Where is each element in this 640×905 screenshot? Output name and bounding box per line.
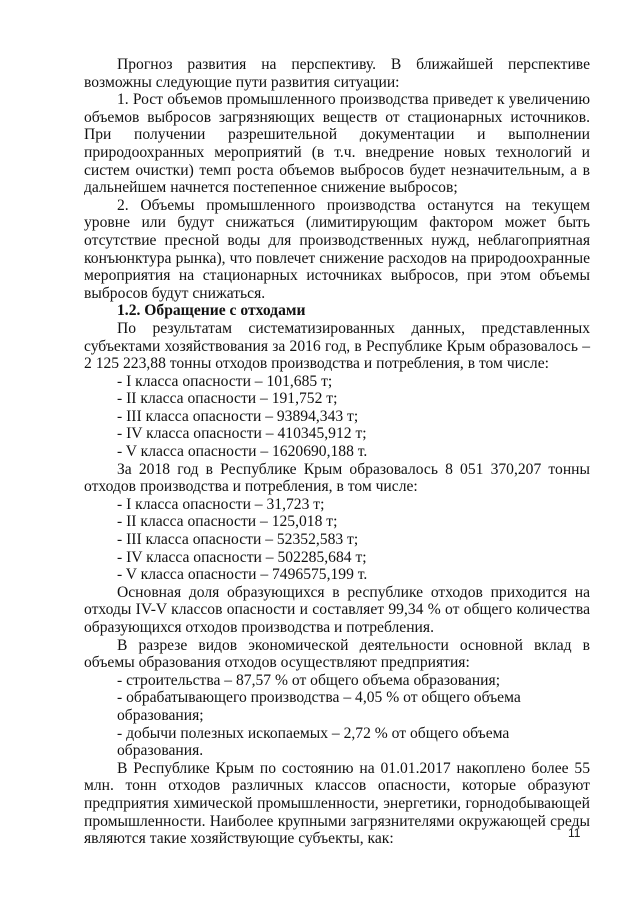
page-content xyxy=(84,56,590,848)
forecast-intro-paragraph: Прогноз развития на перспективу. В ближайшей перспективе возможны следующие пути развития ситуации: xyxy=(84,56,590,91)
waste-2018-class-3-item: - III класса опасности – 52352,583 т; xyxy=(117,531,359,549)
waste-2016-class-5-item: - V класса опасности – 1620690,188 т. xyxy=(117,443,368,461)
page-number: 11 xyxy=(568,826,581,840)
waste-2018-class-4-item: - IV класса опасности – 502285,684 т; xyxy=(117,548,367,566)
activity-manufacturing-item: - обрабатывающего производства – 4,05 % от общего объема образования; xyxy=(117,689,521,724)
waste-2016-class-2-item: - II класса опасности – 191,752 т; xyxy=(117,390,338,408)
waste-2018-intro-paragraph: За 2018 год в Республике Крым образовалось 8 051 370,207 тонны отходов производства и потребления, в том числе: xyxy=(84,460,590,496)
waste-2016-class-4-item: - IV класса опасности – 410345,912 т; xyxy=(117,425,367,443)
activity-construction-item: - строительства – 87,57 % от общего объема образования; xyxy=(117,671,501,689)
waste-2018-class-1-item: - I класса опасности – 31,723 т; xyxy=(117,495,325,513)
waste-share-paragraph: Основная доля образующихся в республике отходов приходится на отходы IV-V классов опасности и составляет 99,34 % от общего количества образующихся отходов производства и потребления. xyxy=(84,583,590,636)
waste-2016-class-1-item: - I класса опасности – 101,685 т; xyxy=(117,372,333,390)
waste-2018-class-5-item: - V класса опасности – 7496575,199 т. xyxy=(117,566,368,584)
activity-intro-paragraph: В разрезе видов экономической деятельности основной вклад в объемы образования отходов осуществляют предприятия: xyxy=(84,636,590,672)
activity-mining-item: - добычи полезных ископаемых – 2,72 % от общего объема образования. xyxy=(117,724,510,760)
section-heading: 1.2. Обращение с отходами xyxy=(117,302,306,320)
waste-2018-class-2-item: - II класса опасности – 125,018 т; xyxy=(117,513,338,531)
forecast-scenario-2-paragraph: 2. Объемы промышленного производства останутся на текущем уровне или будут снижаться (лимитирующим фактором может быть отсутствие пресной воды для производственных нужд, неблагоприятная конъюнктура рынка), что повлечет снижение расходов на природоохранные мероприятия на стационарных источниках выбросов, при этом объемы выбросов будут снижаться. xyxy=(84,196,590,302)
accumulated-waste-paragraph: В Республике Крым по состоянию на 01.01.2017 накоплено более 55 млн. тонн отходов различных классов опасности, которые образуют предприятия химической промышленности, энергетики, горнодобывающей промышленности. Наиболее крупными загрязнителями окружающей среды являются такие хозяйствующие субъекты, как: xyxy=(84,759,590,848)
waste-2016-class-3-item: - III класса опасности – 93894,343 т; xyxy=(117,407,359,425)
waste-2016-intro-paragraph: По результатам систематизированных данных, представленных субъектами хозяйствования за 2016 год, в Республике Крым образовалось – 2 125 223,88 тонны отходов производства и потребления, в том числе: xyxy=(84,319,590,373)
forecast-scenario-1-paragraph: 1. Рост объемов промышленного производства приведет к увеличению объемов выбросов загрязняющих веществ от стационарных источников. При получении разрешительной документации и выполнении природоохранных мероприятий (в т.ч. внедрение новых технологий и систем очистки) темп роста объемов выбросов будет незначительным, а в дальнейшем начнется постепенное снижение выбросов; xyxy=(84,91,590,197)
